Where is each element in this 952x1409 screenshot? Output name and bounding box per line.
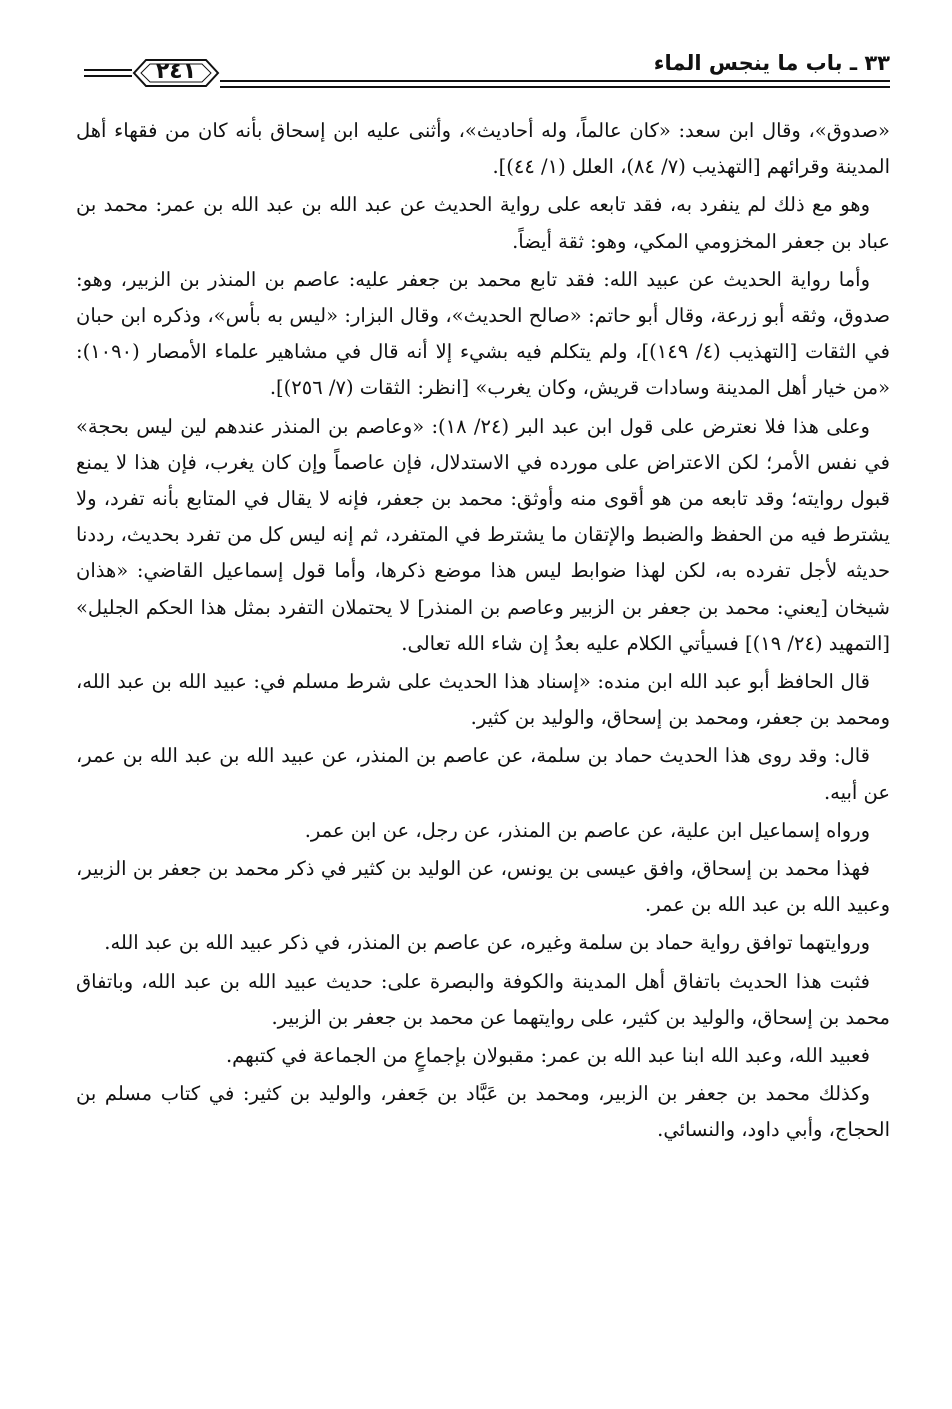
paragraph: قال الحافظ أبو عبد الله ابن منده: «إسناد هذا الحديث على شرط مسلم في: عبيد الله بن عبد الله، ومحمد بن جعفر، ومحمد بن إسحاق، والوليد بن كثير. — [76, 670, 890, 730]
paragraph: فعبيد الله، وعبد الله ابنا عبد الله بن عمر: مقبولان بإجماعٍ من الجماعة في كتبهم. — [225, 1044, 870, 1068]
paragraph: ورواه إسماعيل ابن علية، عن عاصم بن المنذر، عن رجل، عن ابن عمر. — [304, 818, 870, 842]
header-rule-left — [84, 69, 132, 77]
paragraph: فثبت هذا الحديث باتفاق أهل المدينة والكوفة والبصرة على: حديث عبيد الله بن عبد الله، وباتفاق محمد بن إسحاق، والوليد بن كثير، على روايتهما عن محمد بن جعفر بن الزبير. — [76, 969, 890, 1029]
body-text — [76, 113, 890, 1151]
paragraph: وهو مع ذلك لم ينفرد به، فقد تابعه على رواية الحديث عن عبد الله بن عبد الله بن عمر: محمد بن عباد بن جعفر المخزومي المكي، وهو: ثقة أيضاً. — [76, 193, 890, 253]
header-rule-right — [220, 80, 890, 88]
paragraph: وعلى هذا فلا نعترض على قول ابن عبد البر (٢٤/ ١٨): «وعاصم بن المنذر عندهم لين ليس بحجة» في نفس الأمر؛ لكن الاعتراض على مورده في الاستدلال، فإن عاصماً وإن كان يغرب، فإن هذا لا يمنع قبول روايته؛ وقد تابعه من هو أقوى منه وأوثق: محمد بن جعفر، فإنه لا يقال في المتابع بأنه تفرد، ولا يشترط فيه من الحفظ والضبط والإتقان ما يشترط في المتفرد، ثم إنه ليس كل من تفرد بحديث، رددنا حديثه لأجل تفرده به، لكن لهذا ضوابط ليس هذا موضع ذكرها، وأما قول إسماعيل القاضي: «هذان شيخان [يعني: محمد بن جعفر بن الزبير وعاصم بن المنذر] لا يحتملان التفرد بمثل هذا الحكم الجليل» [التمهيد (٢٤/ ١٩)] فسيأتي الكلام عليه بعدُ إن شاء الله تعالى. — [76, 414, 890, 655]
page-header — [84, 50, 890, 94]
paragraph: فهذا محمد بن إسحاق، وافق عيسى بن يونس، عن الوليد بن كثير في ذكر محمد بن جعفر بن الزبير، وعبيد الله بن عبد الله بن عمر. — [76, 857, 890, 917]
chapter-title: ٣٣ ـ باب ما ينجس الماء — [653, 51, 890, 75]
page-number: ٢٤١ — [155, 59, 197, 84]
paragraph: وأما رواية الحديث عن عبيد الله: فقد تابع محمد بن جعفر عليه: عاصم بن المنذر بن الزبير، وهو: صدوق، وثقه أبو زرعة، وقال أبو حاتم: «صالح الحديث»، وقال البزار: «ليس به بأس»، وذكره ابن حبان في الثقات [التهذيب (٤/ ١٤٩)]، ولم يتكلم فيه بشيء إلا أنه قال في مشاهير علماء الأمصار (١٠٩٠): «من خيار أهل المدينة وسادات قريش، وكان يغرب» [انظر: الثقات (٧/ ٢٥٦)]. — [76, 267, 890, 400]
paragraph: وكذلك محمد بن جعفر بن الزبير، ومحمد بن عَبَّاد بن جَعفر، والوليد بن كثير: في كتاب مسلم بن الحجاج، وأبي داود، والنسائي. — [76, 1082, 890, 1142]
paragraph: قال: وقد روى هذا الحديث حماد بن سلمة، عن عاصم بن المنذر، عن عبيد الله بن عبد الله بن عمر، عن أبيه. — [76, 744, 890, 804]
paragraph: وروايتهما توافق رواية حماد بن سلمة وغيره، عن عاصم بن المنذر، في ذكر عبيد الله بن عبد الله. — [104, 931, 870, 955]
paragraph: «صدوق»، وقال ابن سعد: «كان عالماً، وله أحاديث»، وأثنى عليه ابن إسحاق بأنه كان من فقهاء أهل المدينة وقرائهم [التهذيب (٧/ ٨٤)، العلل (١/ ٤٤)]. — [76, 119, 890, 179]
